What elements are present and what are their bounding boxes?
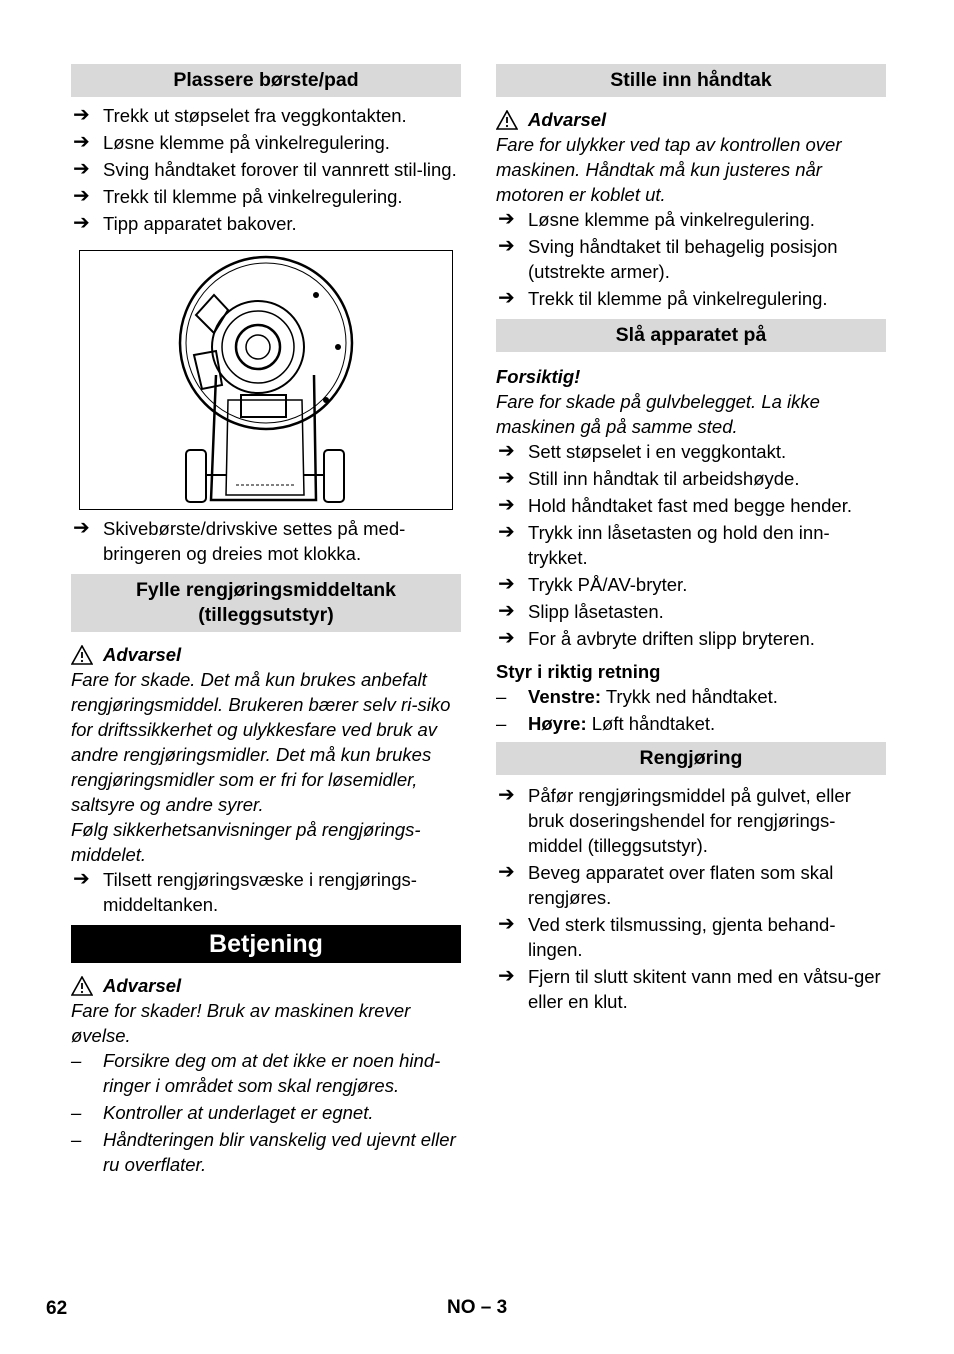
arrow-right-icon: ➔ — [498, 208, 515, 230]
list-item: – Håndteringen blir vanskelig ved ujevnt eller ru overflater. — [71, 1129, 456, 1175]
list-item: ➔ Trekk til klemme på vinkelregulering. — [73, 185, 403, 207]
list-item: – Venstre: Trykk ned håndtaket. — [496, 686, 778, 707]
steps-rengjoring — [496, 783, 886, 1014]
arrow-right-icon: ➔ — [498, 913, 515, 935]
floor-machine-illustration — [166, 255, 366, 505]
list-item: – Høyre: Løft håndtaket. — [496, 713, 716, 734]
caution-heading: Forsiktig! — [496, 366, 581, 387]
list-item: ➔ Beveg apparatet over flaten som skal rengjøres. — [498, 861, 834, 908]
warning-triangle-icon — [71, 976, 93, 996]
steps-sla-pa — [496, 439, 886, 651]
list-item: ➔ Ved sterk tilsmussing, gjenta behand-lingen. — [498, 913, 836, 960]
arrow-right-icon: ➔ — [73, 185, 90, 207]
arrow-right-icon: ➔ — [73, 517, 90, 539]
arrow-right-icon: ➔ — [498, 627, 515, 649]
arrow-right-icon: ➔ — [498, 861, 515, 883]
arrow-right-icon: ➔ — [498, 287, 515, 309]
chapter-title-betjening: Betjening — [71, 925, 461, 963]
arrow-right-icon: ➔ — [73, 158, 90, 180]
warning-text: Fare for ulykker ved tap av kontrollen over maskinen. Håndtak må kun justeres når motoren er koblet ut. — [496, 134, 842, 205]
warning-text-2: Følg sikkerhetsanvisninger på rengjørings-middelet. — [71, 819, 421, 865]
warning-heading: Advarsel — [71, 973, 461, 998]
caution-text: Fare for skade på gulvbelegget. La ikke maskinen gå på samme sted. — [496, 391, 820, 437]
list-item: ➔ Trykk PÅ/AV-bryter. — [498, 573, 688, 595]
arrow-right-icon: ➔ — [498, 784, 515, 806]
section-title-stille-handtak: Stille inn håndtak — [496, 64, 886, 97]
list-item: ➔ Trekk til klemme på vinkelregulering. — [498, 287, 828, 309]
warning-triangle-icon — [71, 645, 93, 665]
list-item: ➔ Påfør rengjøringsmiddel på gulvet, eller bruk doseringshendel for rengjørings-middel (tilleggsutstyr). — [498, 784, 851, 856]
subheading-styr: Styr i riktig retning — [496, 661, 661, 682]
section-title-rengjoring: Rengjøring — [496, 742, 886, 775]
list-item: ➔ Hold håndtaket fast med begge hender. — [498, 494, 852, 516]
list-item: ➔ Løsne klemme på vinkelregulering. — [498, 208, 815, 230]
list-item: ➔ Sving håndtaket forover til vannrett stil-ling. — [73, 158, 457, 180]
list-item: – Forsikre deg om at det ikke er noen hind-ringer i området som skal rengjøres. — [71, 1050, 441, 1096]
list-item: ➔ Sving håndtaket til behagelig posisjon (utstrekte armer). — [498, 235, 838, 282]
arrow-right-icon: ➔ — [498, 573, 515, 595]
machine-underside-figure — [79, 250, 453, 510]
list-item: ➔ Trykk inn låsetasten og hold den inn-trykket. — [498, 521, 830, 568]
list-item: ➔ Skivebørste/drivskive settes på med-bringeren og dreies mot klokka. — [73, 517, 406, 564]
left-column — [71, 64, 461, 1179]
steps-after-figure — [71, 516, 461, 566]
dash-list-betjening — [71, 1048, 461, 1177]
right-column — [496, 64, 886, 1016]
warning-triangle-icon — [496, 110, 518, 130]
list-item: – Kontroller at underlaget er egnet. — [71, 1102, 374, 1123]
section-title-fylle-tank: Fylle rengjøringsmiddeltank (tilleggsutstyr) — [71, 574, 461, 632]
arrow-right-icon: ➔ — [498, 521, 515, 543]
dash-list-direction — [496, 684, 886, 736]
warning-heading: Advarsel — [71, 642, 461, 667]
arrow-right-icon: ➔ — [498, 235, 515, 257]
steps-fylle-tank — [71, 867, 461, 917]
arrow-right-icon: ➔ — [73, 212, 90, 234]
warning-text: Fare for skader! Bruk av maskinen krever øvelse. — [71, 1000, 411, 1046]
warning-heading: Advarsel — [496, 107, 886, 132]
list-item: ➔ Tipp apparatet bakover. — [73, 212, 297, 234]
list-item: ➔ Still inn håndtak til arbeidshøyde. — [498, 467, 800, 489]
arrow-right-icon: ➔ — [498, 494, 515, 516]
page-code: NO – 3 — [447, 1297, 508, 1318]
list-item: ➔ Fjern til slutt skitent vann med en våtsu-ger eller en klut. — [498, 965, 881, 1012]
page-number: 62 — [46, 1298, 68, 1319]
section-title-plassere-borste: Plassere børste/pad — [71, 64, 461, 97]
arrow-right-icon: ➔ — [498, 467, 515, 489]
warning-text: Fare for skade. Det må kun brukes anbefalt rengjøringsmiddel. Brukeren bærer selv ri-siko for driftssikkerhet og ulykkesfare ved bruk av andre rengjøringsmidler. Det må kun brukes rengjøringsmidler som er fri for løsemidler, saltsyre og andre syrer. — [71, 669, 451, 815]
list-item: ➔ Trekk ut støpselet fra veggkontakten. — [73, 104, 407, 126]
steps-stille-handtak — [496, 207, 886, 311]
list-item: ➔ Sett støpselet i en veggkontakt. — [498, 440, 787, 462]
list-item: ➔ Slipp låsetasten. — [498, 600, 664, 622]
list-item: ➔ Tilsett rengjøringsvæske i rengjørings-middeltanken. — [73, 868, 417, 915]
section-title-sla-pa: Slå apparatet på — [496, 319, 886, 352]
arrow-right-icon: ➔ — [498, 965, 515, 987]
list-item: ➔ For å avbryte driften slipp bryteren. — [498, 627, 815, 649]
arrow-right-icon: ➔ — [498, 440, 515, 462]
arrow-right-icon: ➔ — [498, 600, 515, 622]
arrow-right-icon: ➔ — [73, 131, 90, 153]
list-item: ➔ Løsne klemme på vinkelregulering. — [73, 131, 390, 153]
steps-plassere-borste — [71, 103, 461, 236]
arrow-right-icon: ➔ — [73, 868, 90, 890]
arrow-right-icon: ➔ — [73, 104, 90, 126]
